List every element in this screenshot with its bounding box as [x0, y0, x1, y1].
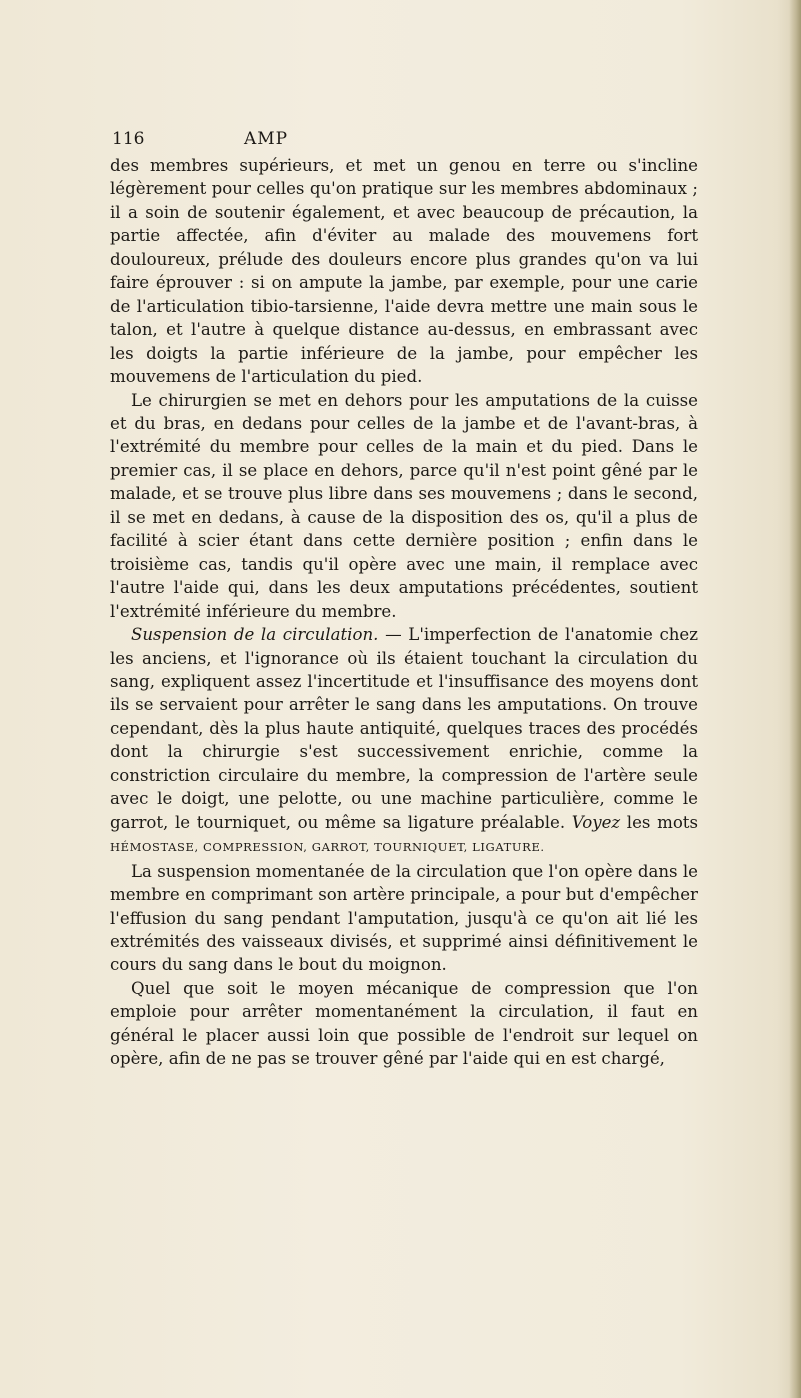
page-number: 116 [112, 129, 145, 149]
running-title: AMP [244, 129, 289, 149]
body-text [110, 154, 698, 1071]
paragraph-4: La suspension momentanée de la circulation que l'on opère dans le membre en comprimant son artère principale, a pour but d'empêcher l'effusion du sang pendant l'amputation, jusqu'à ce qu'on ait lié les extrémités des vaisseaux divisés, et supprimé ainsi définitivement le cours du sang dans le bout du moignon. [110, 861, 698, 975]
cross-reference-voyez: Voyez [571, 812, 621, 832]
cross-reference-intro: les mots [620, 812, 698, 832]
section-heading: Suspension de la circulation. [131, 625, 379, 645]
cross-reference-terms: HÉMOSTASE, COMPRESSION, GARROT, TOURNIQUET, LIGATURE. [110, 840, 545, 855]
paragraph-3-text: — L'imperfection de l'anatomie chez les anciens, et l'ignorance où ils étaient touchant la circulation du sang, expliquent assez l'incertitude et l'insuffisance des moyens dont ils se servaient pour arrêter le sang dans les amputations. On trouve cependant, dès la plus haute antiquité, quelques traces des procédés dont la chirurgie s'est successivement enrichie, comme la constriction circulaire du membre, la compression de l'artère seule avec le doigt, une pelotte, ou une machine particulière, comme le garrot, le tourniquet, ou même sa ligature préalable. [110, 625, 698, 832]
paragraph-5: Quel que soit le moyen mécanique de compression que l'on emploie pour arrêter momentanément la circulation, il faut en général le placer aussi loin que possible de l'endroit sur lequel on opère, afin de ne pas se trouver gêné par l'aide qui en est chargé, [110, 978, 698, 1069]
paragraph-1: des membres supérieurs, et met un genou en terre ou s'incline légèrement pour celles qu'on pratique sur les membres abdominaux ; il a soin de soutenir également, et avec beaucoup de précaution, la partie affectée, afin d'éviter au malade des mouvemens fort douloureux, prélude des douleurs encore plus grandes qu'on va lui faire éprouver : si on ampute la jambe, par exemple, pour une carie de l'articulation tibio-tarsienne, l'aide devra mettre une main sous le talon, et l'autre à quelque distance au-dessus, en embrassant avec les doigts la partie inférieure de la jambe, pour empêcher les mouvemens de l'articulation du pied. [110, 156, 698, 387]
paragraph-3 [110, 623, 698, 860]
page-edge-shadow [789, 0, 801, 1398]
page-header [112, 128, 312, 150]
paragraph-2: Le chirurgien se met en dehors pour les amputations de la cuisse et du bras, en dedans pour celles de la jambe et de l'avant-bras, à l'extrémité du membre pour celles de la main et du pied. Dans le premier cas, il se place en dehors, parce qu'il n'est point gêné par le malade, et se trouve plus libre dans ses mouvemens ; dans le second, il se met en dedans, à cause de la disposition des os, qu'il a plus de facilité à scier étant dans cette dernière position ; enfin dans le troisième cas, tandis qu'il opère avec une main, il remplace avec l'autre l'aide qui, dans les deux amputations précédentes, soutient l'extrémité inférieure du membre. [110, 390, 698, 621]
